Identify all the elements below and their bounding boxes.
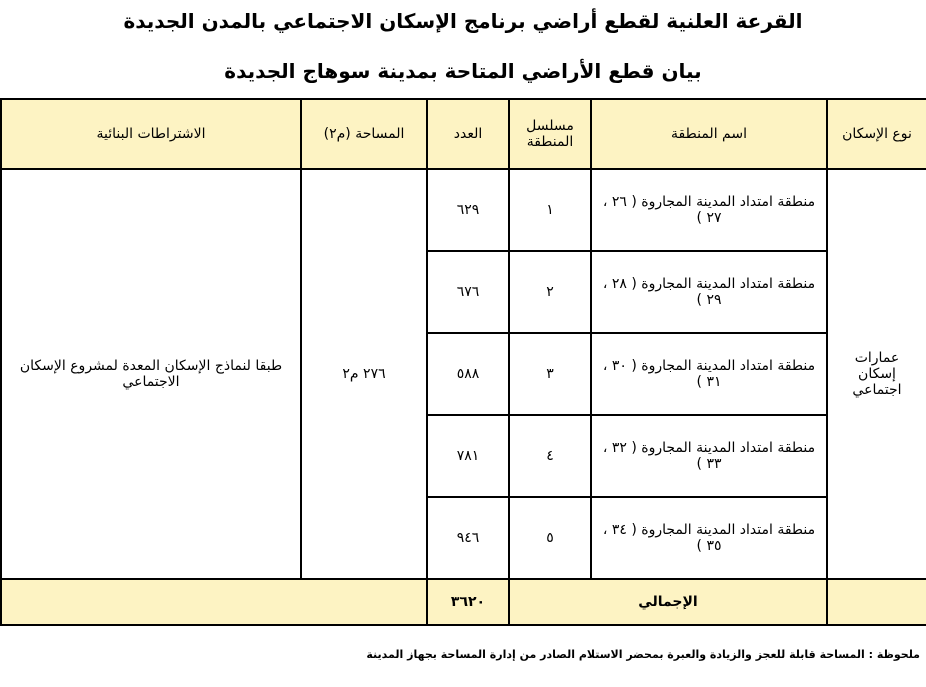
zone-serial-cell: ٤ (509, 415, 591, 497)
footnote: ملحوظة : المساحة قابلة للعجز والزيادة والعبرة بمحضر الاستلام الصادر من إدارة المساحة بجهاز المدينة (366, 648, 920, 661)
zone-name-cell: منطقة امتداد المدينة المجاروة ( ٣٤ ، ٣٥ ) (591, 497, 827, 579)
building-conditions-cell: طبقا لنماذج الإسكان المعدة لمشروع الإسكان الاجتماعي (1, 169, 301, 579)
sub-title: بيان قطع الأراضي المتاحة بمدينة سوهاج الجديدة (224, 59, 702, 83)
count-cell: ٩٤٦ (427, 497, 509, 579)
area-cell: ٢٧٦ م٢ (301, 169, 427, 579)
header-zone-name: اسم المنطقة (591, 99, 827, 169)
header-housing-type: نوع الإسكان (827, 99, 926, 169)
zone-name-cell: منطقة امتداد المدينة المجاروة ( ٢٨ ، ٢٩ ) (591, 251, 827, 333)
zone-serial-cell: ١ (509, 169, 591, 251)
count-cell: ٥٨٨ (427, 333, 509, 415)
table-row (1, 169, 926, 251)
header-area: المساحة (م٢) (301, 99, 427, 169)
table-header-row (1, 99, 926, 169)
housing-type-cell: عمارات إسكان اجتماعي (827, 169, 926, 579)
zone-name-cell: منطقة امتداد المدينة المجاروة ( ٣٢ ، ٣٣ ) (591, 415, 827, 497)
total-label-cell: الإجمالي (509, 579, 827, 625)
total-value-cell: ٣٦٢٠ (427, 579, 509, 625)
header-building-conditions: الاشتراطات البنائية (1, 99, 301, 169)
total-empty-cell (1, 579, 427, 625)
count-cell: ٧٨١ (427, 415, 509, 497)
zone-name-cell: منطقة امتداد المدينة المجاروة ( ٣٠ ، ٣١ ) (591, 333, 827, 415)
zone-serial-cell: ٣ (509, 333, 591, 415)
total-spacer-cell (827, 579, 926, 625)
zone-serial-cell: ٥ (509, 497, 591, 579)
main-title: القرعة العلنية لقطع أراضي برنامج الإسكان الاجتماعي بالمدن الجديدة (123, 9, 803, 33)
total-row (1, 579, 926, 625)
count-cell: ٦٧٦ (427, 251, 509, 333)
count-cell: ٦٢٩ (427, 169, 509, 251)
header-count: العدد (427, 99, 509, 169)
plots-table (0, 98, 926, 626)
zone-serial-cell: ٢ (509, 251, 591, 333)
header-zone-serial: مسلسل المنطقة (509, 99, 591, 169)
zone-name-cell: منطقة امتداد المدينة المجاروة ( ٢٦ ، ٢٧ ) (591, 169, 827, 251)
